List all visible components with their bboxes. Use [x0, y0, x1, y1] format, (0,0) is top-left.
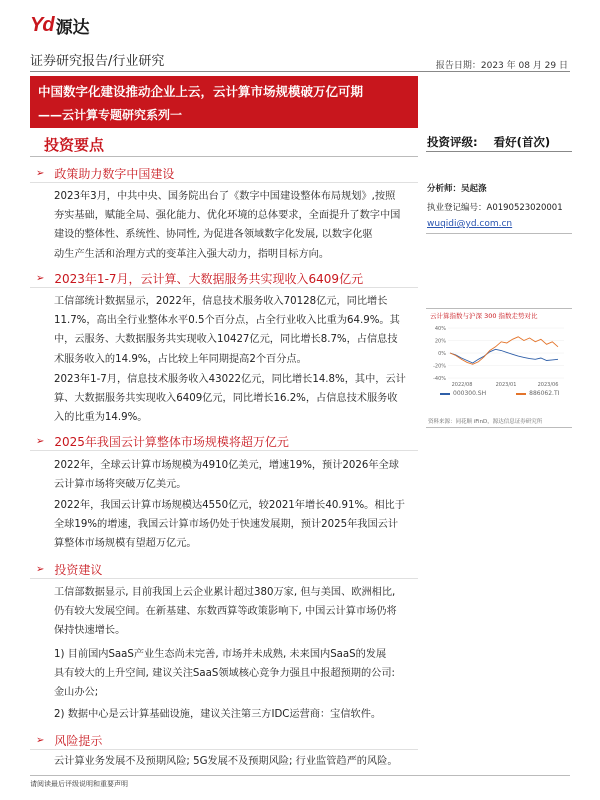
paragraph: [54, 496, 414, 554]
logo-mark: Yd: [30, 14, 54, 36]
section-heading-investment-advice: [36, 561, 102, 578]
section-divider: [30, 749, 418, 750]
text-line: 仍有较大发展空间。在新基建、东数西算等政策影响下, 中国云计算市场仍将: [54, 606, 397, 618]
company-logo: [30, 13, 90, 38]
logo-name: 源达: [55, 18, 90, 38]
text-line: 具有较大的上升空间, 建议关注SaaS领域核心竞争力强且中报超预期的公司:: [54, 668, 395, 680]
arrow-icon: ➢: [36, 168, 45, 179]
text-line: 2023年1-7月，信息技术服务收入43022亿元，同比增长14.8%，其中，云计: [54, 374, 406, 385]
arrow-icon: ➢: [36, 436, 45, 447]
paragraph: [54, 752, 414, 771]
title-banner: [30, 76, 418, 128]
legend-item: [516, 390, 559, 397]
text-line: 2023年3月，中共中央、国务院出台了《数字中国建设整体布局规划》,按照: [54, 191, 396, 202]
chart-bottom-divider: [426, 427, 572, 428]
text-line: 金山办公;: [54, 687, 99, 699]
text-line: 2022年，全球云计算市场规模为4910亿美元，增速19%，预计2026年全球: [54, 460, 399, 471]
report-date: 报告日期：2023 年 08 月 29 日: [435, 61, 568, 71]
text-line: 2022年，我国云计算市场规模达4550亿元，较2021年增长40.91%。相比于: [54, 500, 405, 511]
footer-note: 请阅读最后评级说明和重要声明: [30, 780, 128, 788]
legend-swatch: [516, 393, 526, 395]
text-line: 保持快速增长。: [54, 625, 126, 637]
analyst-divider: [426, 233, 572, 234]
text-line: 1) 目前国内SaaS产业生态尚未完善, 市场并未成熟, 未来国内SaaS的发展: [54, 649, 387, 660]
text-line: 术服务收入的14.9%，占比较上年同期提高2个百分点。: [54, 353, 307, 365]
text-line: 工信部数据显示, 目前我国上云企业累计超过380万家, 但与美国、欧洲相比,: [54, 587, 396, 598]
arrow-icon: ➢: [36, 564, 45, 575]
y-tick-label: 0%: [438, 351, 446, 357]
text-line: 云计算市场将突破万亿美元。: [54, 479, 187, 491]
x-tick-label: 2023/01: [495, 382, 517, 388]
legend-item: [440, 390, 486, 397]
section-divider: [30, 182, 418, 183]
section-divider: [30, 287, 418, 288]
legend-label: 000300.SH: [453, 390, 487, 397]
text-line: 建设的整体性、系统性、协同性, 为促进各领域数字化发展, 以数字化驱: [54, 229, 373, 241]
arrow-icon: ➢: [36, 735, 45, 746]
paragraph: [54, 370, 414, 428]
y-tick-label: 40%: [434, 326, 446, 332]
investment-highlights-heading: 投资要点: [44, 136, 105, 154]
y-tick-label: -20%: [433, 363, 446, 370]
paragraph: [54, 292, 414, 369]
x-tick-label: 2023/06: [537, 382, 559, 388]
text-line: 工信部统计数据显示，2022年，信息技术服务收入70128亿元，同比增长: [54, 296, 388, 307]
text-line: 11.7%，高出全行业整体水平0.5个百分点，占全行业收入比重为64.9%。其: [54, 315, 400, 327]
report-subtitle: ——云计算专题研究系列一: [38, 108, 183, 122]
report-title: 中国数字化建设推动企业上云，云计算市场规模破万亿可期: [38, 84, 364, 99]
x-tick-label: 2022/08: [451, 382, 473, 388]
chart-legend: [440, 390, 589, 397]
text-line: 算、大数据服务共实现收入6409亿元，同比增长16.2%，占信息技术服务收: [54, 393, 398, 405]
section-heading-risk: [36, 732, 102, 749]
text-line: 夯实基础，赋能全局、强化能力、优化环境的总体要求，全面提升了数字中国: [54, 210, 401, 222]
chart-title: 云计算指数与沪深 300 指数走势对比: [430, 312, 538, 320]
section-title: 风险提示: [54, 734, 103, 748]
section-heading-policy: [36, 165, 174, 182]
chart-top-divider: [426, 308, 572, 309]
section-title: 2025年我国云计算整体市场规模将超万亿元: [54, 435, 289, 449]
paragraph: [54, 187, 414, 264]
section-divider: [30, 450, 418, 451]
text-line: 算整体市场规模有望超万亿元。: [54, 538, 197, 550]
legend-label: 886062.TI: [529, 390, 560, 397]
section-divider: [30, 578, 418, 579]
section-heading-market-size: [36, 433, 289, 450]
chart-source: 资料来源：同花顺 iFinD，源达信息证券研究所: [428, 419, 543, 425]
text-line: 动生产生活和治理方式的变革注入强大动力，指明目标方向。: [54, 248, 330, 260]
paragraph: [54, 456, 414, 494]
text-line: 入的比重为14.9%。: [54, 412, 148, 424]
y-tick-label: -40%: [433, 376, 446, 382]
footer-divider: [30, 775, 570, 776]
text-line: 2) 数据中心是云计算基础设施，建议关注第三方IDC运营商：宝信软件。: [54, 709, 382, 720]
investment-rating: [427, 134, 550, 150]
paragraph: [54, 705, 414, 724]
analyst-name: 分析师：吴起涤: [427, 184, 487, 194]
y-tick-label: 20%: [434, 338, 446, 345]
paragraph: [54, 583, 414, 641]
legend-swatch: [440, 393, 450, 395]
rating-divider: [426, 151, 572, 152]
arrow-icon: ➢: [36, 273, 45, 284]
analyst-email[interactable]: wuqidi@yd.com.cn: [427, 219, 513, 229]
text-line: 中，云服务、大数据服务共实现收入10427亿元，同比增长8.7%，占信息技: [54, 334, 398, 346]
series-line-000300.SH: [450, 349, 558, 363]
investment-divider: [30, 156, 418, 157]
license-number: 执业登记编号：A0190523020001: [427, 203, 563, 213]
text-line: 云计算业务发展不及预期风险; 5G发展不及预期风险; 行业监管趋严的风险。: [54, 756, 398, 767]
section-heading-revenue: [36, 270, 363, 287]
section-title: 投资建议: [54, 563, 103, 577]
rating-label: 投资评级:: [427, 135, 478, 149]
report-type: 证券研究报告/行业研究: [30, 54, 165, 69]
section-title: 政策助力数字中国建设: [54, 167, 175, 181]
section-title: 2023年1-7月，云计算、大数据服务共实现收入6409亿元: [54, 272, 364, 286]
paragraph: [54, 645, 414, 703]
rating-value: 看好(首次): [493, 135, 551, 149]
header-divider: [30, 71, 570, 72]
text-line: 全球19%的增速，我国云计算市场仍处于快速发展期，预计2025年我国云计: [54, 519, 399, 531]
